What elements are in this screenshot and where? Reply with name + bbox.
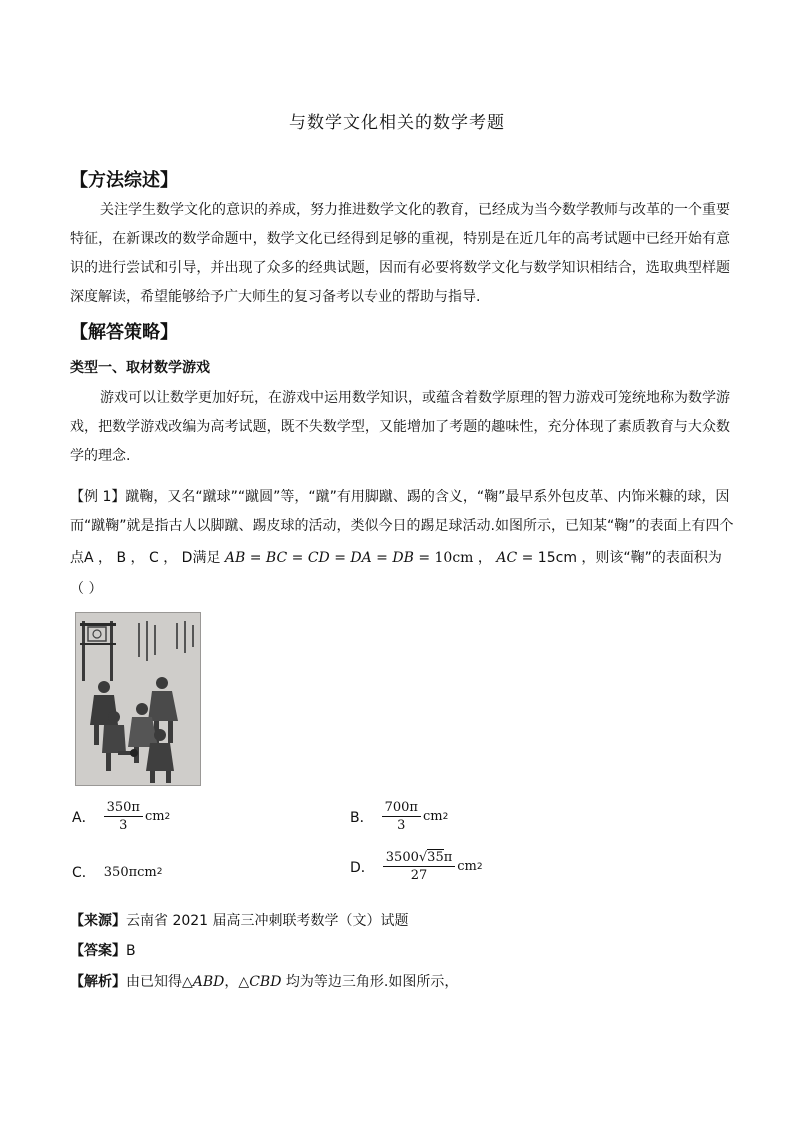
analysis-line (70, 971, 458, 991)
triangle-abd: ABD (192, 974, 225, 990)
option-d-denominator: 27 (410, 868, 428, 883)
option-d-numerator (383, 850, 455, 867)
option-b[interactable] (350, 800, 448, 833)
option-a-fraction (104, 800, 143, 833)
type1-heading: 类型一、取材数学游戏 (70, 360, 210, 376)
type1-paragraph: 游戏可以让数学更加好玩，在游戏中运用数学知识，或蕴含着数学原理的智力游戏可笼统地称为数学游戏，把数学游戏改编为高考试题，既不失数学型，又能增加了考题的趣味性，充分体现了素质教育与大众数学的理念. (70, 390, 730, 464)
option-d[interactable] (350, 850, 483, 883)
option-c-value: 350πcm (103, 864, 157, 880)
example-line-3-prefix: 点A ， B ， C ， D满足 (70, 550, 221, 566)
analysis-suffix: 均为等边三角形.如图所示， (281, 974, 459, 990)
option-d-unit: cm (457, 859, 477, 874)
answer-line (70, 940, 136, 960)
cuju-illustration-drawing (76, 613, 200, 785)
option-b-denominator: 3 (397, 818, 406, 833)
equation-ac: AC (496, 550, 518, 566)
example-line-3 (70, 547, 722, 567)
option-d-pi: π (443, 850, 453, 865)
source-text: 云南省 2021 届高三冲刺联考数学（文）试题 (126, 913, 409, 929)
cuju-illustration (75, 612, 201, 786)
option-b-exponent: 2 (442, 811, 449, 822)
option-c-label: C． (72, 865, 96, 881)
option-d-label: D． (350, 859, 375, 876)
answer-blank: （ ） (70, 581, 103, 597)
analysis-middle: ，△ (224, 974, 250, 990)
method-heading: 【方法综述】 (70, 170, 178, 191)
equation-segments: AB = BC = CD = DA = DB (224, 550, 414, 566)
triangle-cbd: CBD (249, 974, 282, 990)
option-d-radicand: 35 (427, 850, 444, 865)
option-a-label: A． (72, 809, 96, 826)
analysis-prefix: 由已知得△ (126, 974, 193, 990)
equation-value-2: = 15cm ，则该“鞠”的表面积为 (517, 550, 722, 566)
sqrt-sign: √ (418, 850, 428, 865)
option-a-exponent: 2 (164, 811, 171, 822)
option-d-exponent: 2 (476, 861, 483, 872)
source-line (70, 910, 409, 930)
page-title: 与数学文化相关的数学考题 (289, 113, 505, 133)
option-a-unit: cm (144, 809, 165, 824)
option-b-fraction (382, 800, 421, 833)
answer-tag: 【答案】 (70, 943, 126, 959)
equation-value-1: = 10cm ， (413, 550, 497, 566)
option-c-exponent: 2 (156, 867, 163, 877)
example-line-1: 【例 1】蹴鞠，又名“蹴球”“蹴圆”等，“蹴”有用脚蹴、踢的含义，“鞠”最早系外包皮革、内饰米糠的球，因 (70, 489, 730, 505)
answer-text: B (126, 943, 136, 959)
option-d-coefficient: 3500 (385, 850, 419, 865)
example-line-2: 而“蹴鞠”就是指古人以脚蹴、踢皮球的活动，类似今日的踢足球活动.如图所示，已知某“鞠”的表面上有四个 (70, 518, 734, 534)
analysis-tag: 【解析】 (70, 974, 126, 990)
method-paragraph: 关注学生数学文化的意识的养成，努力推进数学文化的教育，已经成为当今数学教师与改革的一个重要特征，在新课改的数学命题中，数学文化已经得到足够的重视，特别是在近几年的高考试题中已经开始有意识的进行尝试和引导，并出现了众多的经典试题，因而有必要将数学文化与数学知识相结合，选取典型样题深度解读，希望能够给予广大师生的复习备考以专业的帮助与指导. (70, 202, 730, 305)
option-b-unit: cm (422, 809, 443, 824)
option-a[interactable] (72, 800, 170, 833)
option-b-numerator: 700π (382, 800, 421, 817)
source-tag: 【来源】 (70, 913, 126, 929)
option-c[interactable] (72, 862, 162, 882)
strategy-heading: 【解答策略】 (70, 322, 178, 343)
option-d-fraction (383, 850, 455, 883)
option-a-numerator: 350π (104, 800, 143, 817)
option-b-label: B． (350, 809, 374, 826)
option-a-denominator: 3 (119, 818, 128, 833)
